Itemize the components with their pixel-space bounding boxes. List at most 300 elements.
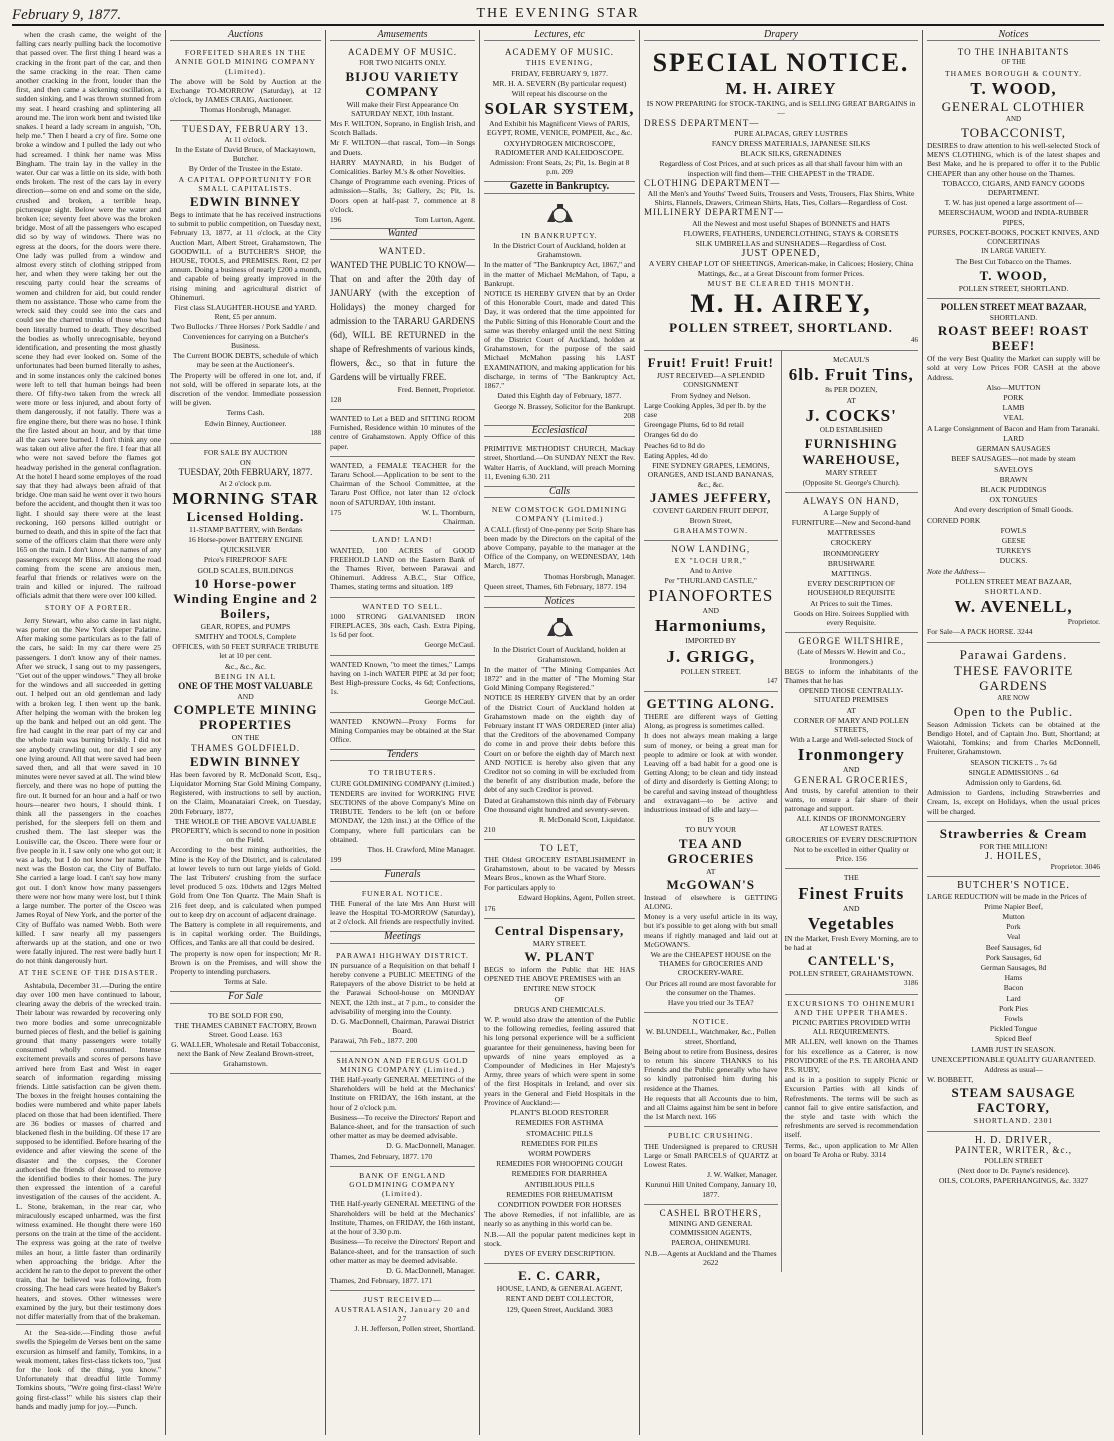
ad-text: W. BOBBETT, [927,1075,974,1085]
ad-name: T. WOOD, [979,267,1048,283]
ad-heading: NEW COMSTOCK GOLDMINING COMPANY (Limited.) [491,505,628,524]
advertisement [484,840,635,918]
ad-text: Business—To receive the Directors' Report and Balance-sheet, and for the transaction of such other matter as may be deemed advisable. [330,1237,475,1265]
ad-item: BEEF SAUSAGES—not made by steam [951,454,1076,464]
masthead [12,4,1104,26]
ad-heading: TOBACCONIST, [960,125,1067,141]
ad-headline: Ironmongery [797,745,905,765]
ad-text: AND [843,903,860,913]
ad-heading: JUST RECEIVED—AUSTRALASIAN, January 20 and 27 [334,1295,471,1323]
ad-text: A Large Supply of [823,507,880,517]
ad-department: MILLINERY DEPARTMENT— [644,207,785,218]
ad-text: 1000 STRONG GALVANISED IRON FIREPLACES, 30s each, Cash. Extra Piping, 1s 6d per foot. [330,611,475,640]
ad-text: In the District Court of Auckland, holden at Grahamstown. [493,645,626,664]
ad-name: EDWIN BINNEY [189,194,302,210]
ad-heading: PAINTER, WRITER, &c., [955,1144,1072,1155]
ad-text: AT [706,866,716,876]
ad-text: HARRY MAYNARD, in his Budget of Comicalities. Barley M.'s & other Novelties. [330,157,475,177]
section-subhead: STORY OF A PORTER. [45,603,132,612]
ad-text: First class SLAUGHTER-HOUSE and YARD. Rent, £5 per annum. [174,303,317,322]
section-subhead: AT THE SCENE OF THE DISASTER. [18,968,159,977]
ad-name: BIJOU VARIETY COMPANY [345,68,460,99]
ad-text: PAEROA, OHINEMURI. [671,1238,751,1248]
section-heading: Wanted [330,229,475,240]
ad-number: 210 [484,825,496,835]
article-paragraph: when the crash came, the weight of the falling cars nearly pulling back the locomotive that passed over. The first thing I heard was a cracking in the front part of the car, and then the same cracking in the rear. Then came another cracking in the front, louder than the first, and then came a sickening oscillation, a sudden sinking, and I was thrown stunned from my seat. I heard crashing and splintering all around me. The iron work bent and twisted like snakes. I heard a lady scream in anguish, "Oh, help me." Then I heard a cry of fire. Some one broke a window and I pulled the lady out who had screamed. I think her name was Miss Bingham. The train lay in the valley in the water. Our car was a little on its side, with both ends broken. The rest of the cars lay in every direction—some on end and some on the side, crushed and broken, a terrible heap, picturesque sight. Below were the water and broken ice; seventy feet above was the broken bridge. Most of all the passengers who escaped did so by way of windows. There was no egress at the doors, for the doors were there. One lady was pulled from a window and almost every stitch of clothing stripped from her, and when they were taking her out the rescuing party could hear the screams of women and children for aid, but could render them no assistance. Those who came from the wreck said they could see into the cars and could see the charred trunks of those who had been literally burned to death. They described the bodies as wholly unrecognisable, beyond identification, and presenting the most ghastly scene they had ever looked on. Some of the unfortunates had been burned literally to ashes, and in some instances only the calcined bones were left to tell that human beings had been there. Of fifty-two taken from the wreck all were more or less injured, and about forty of them dangerously, if not fatally. There was a fire engine there, but there was no hose. I think the fire lasted about an hour, and by that time all the cars were burned. I don't think any one was taken out alive after the fire. I fear that all who were not saved before the flames got headway perished in the general conflagration. At the hotel I heard some employes of the road say that they had always been afraid of that bridge. One man said he went over it two hours before the accident, and thought then it was too light. I should say there were at the least reckoning, 160 persons killed outright or burned to death, and this in spite of the fact that some of the officers claim that there were only 165 on the train. I don't know the names of any passengers except Mr Bliss. All along the road coming from the scene are anxious men, fearful that friends or relatives were on the train and killed or injured. The railroad officials admit that there were over 100 killed. [16,30,161,601]
ad-heading: FOR SALE BY AUCTION [203,447,288,457]
ad-item: CORNED PORK [927,515,981,525]
ad-heading: LAND! LAND! [372,535,433,545]
advertisement [330,1052,475,1167]
ad-heading: UNEXCEPTIONABLE QUALITY GUARANTEED. [931,1054,1096,1064]
ad-heading: WAREHOUSE, [802,452,901,468]
ad-text: IN the Market, Fresh Every Morning, are to be had at [784,933,918,952]
advertisement [927,822,1100,878]
ad-text: SHORTLAND. [989,313,1038,323]
advertisement [170,444,321,993]
advertisement [644,1127,778,1204]
ad-text: Dated this Eighth day of February, 1877. [497,391,622,401]
ad-text: W. BLUNDELL, Watchmaker, &c., Pollen street, Shortland, [645,1027,776,1046]
ad-address: POLLEN STREET, SHORTLAND. [669,320,893,336]
advertisement [644,541,778,692]
ad-item: Oranges 6d do do [644,430,698,440]
ad-text: Begs to intimate that he has received instructions to submit to public competition, on Tuesday next, February 13, 1877, at 11 o'clock, at the City Auction Mart, Albert Street, Grahamstown, The GOODWILL of a BUTCHER'S SHOP, the HOUSE, TOOLS, and PREMISES. Rent, £2 per annum. Doing a business of nearly £200 a month, and capable of being greatly improved in the rising mining and agricultural district of Ohinemuri. [170,210,322,302]
ad-heading: NOTICE. [692,1017,730,1027]
ad-text: THE THAMES CABINET FACTORY, Brown Street. Good Lease. 163 [174,1020,317,1040]
ad-text: DYES OF EVERY DESCRIPTION. [503,1248,616,1258]
ad-text: POLLEN STREET [984,1156,1043,1166]
ad-heading: 10 Horse-power Winding Engine and 2 Boilers, [173,575,318,621]
ad-heading: NOW LANDING, [671,544,751,555]
ad-signature: George McCaul. [424,640,475,650]
ad-text: And every description of Small Goods. [954,505,1073,515]
ad-signature: J. W. Walker, Manager. [707,1170,778,1180]
ad-item: PORK [1003,393,1024,403]
ad-heading: TUESDAY, 20th FEBRUARY, 1877. [178,467,313,478]
ad-item: DUCKS. [999,556,1028,566]
ad-signature: Thomas Horsbrugh, Manager. [543,571,635,581]
ad-text: HOUSE, LAND, & GENERAL AGENT, [496,1284,623,1294]
ad-text: WANTED KNOWN—Proxy Forms for Mining Companies may be obtained at the Star Office. [330,716,475,744]
ad-item: Lard [1006,993,1021,1003]
ad-item: Beef Sausages, 6d [985,942,1042,952]
ad-text: IN pursuance of a Requisition on that behalf I hereby convene a PUBLIC MEETING of the Ratepayers of the above District to be held at the Parawai School-house on MONDAY NEXT, the 12th inst., at 7 p.m., to consider the advisability of merging into the County. [330,960,475,1016]
ad-text: Terms Cash. [226,408,265,418]
ad-text: POLLEN STREET, SHORTLAND. [958,283,1069,293]
ad-name: CASHEL BROTHERS, [659,1207,762,1218]
ad-headline: POLLEN STREET MEAT BAZAAR, [940,301,1087,312]
ad-text: Two Bullocks / Three Horses / Pork Saddle / and Conveniences for carrying on a Butcher's Business. [171,322,320,350]
ad-name: W. AVENELL, [954,597,1073,617]
section-heading: Calls [484,487,635,498]
ad-heading: TUESDAY, FEBRUARY 13. [182,123,309,134]
ad-item: PURE ALPACAS, GREY LUSTRES [734,128,848,138]
ad-text: At 2 o'clock p.m. [219,478,272,488]
ad-text: TO BUY YOUR [685,825,737,835]
ad-text: (Opposite St. George's Church). [802,478,900,488]
ad-heading: ACADEMY OF MUSIC. [505,47,614,58]
ad-item: ANTIBILIOUS PILLS [524,1179,595,1189]
advertisement [170,44,321,120]
ad-item: Fowls [1004,1014,1023,1024]
ad-item: Bacon [1003,983,1024,993]
ad-text: ENTIRE NEW STOCK [523,984,596,994]
ad-text: AT LOWEST RATES. [819,824,883,833]
ad-text: MR ALLEN, well known on the Thames for his excellence as a Caterer, is now PROVIDORE of the P.S. TE AROHA AND P.S. RUBY, [784,1037,918,1075]
ad-text: Has been favored by R. McDonald Scott, Esq., Liquidator Morning Star Gold Mining Company, Registered, with instructions to sell by auction, on the Claim, Moanataiari Creek, on Tuesday, 20th February, 1877, [170,769,321,816]
ad-text: We are the CHEAPEST HOUSE on the THAMES for GROCERIES AND CROCKERY-WARE. [650,950,771,978]
ad-text: RENT AND DEBT COLLECTOR, [505,1294,614,1304]
ad-item: SILK UMBRELLAS and SUNSHADES—Regardless of Cost. [695,239,887,249]
ad-text: THIS EVENING, [525,58,594,68]
ad-text: LARGE REDUCTION will be made in the Prices of [927,891,1087,901]
ad-item: MATTINGS. [831,568,872,578]
advertisement [330,457,475,531]
ad-name: JAMES JEFFERY, [650,489,772,505]
ad-text: ALL KINDS OF IRONMONGERY [796,814,907,824]
ad-item: BLACK SILKS, GRENADINES [740,149,842,159]
article-paragraph: At the Sea-side.—Finding those awful swells the Spiegelm de Verses bent on the same excursion as himself and family, Tomkins, in a weak moment, takes first-class tickets too, "just for the look of the thing, you know." Unfortunately that dreadful little Tommy Tomkins shouts, "We're going first-class! We're going first-class!" while his sisters clap their hands and madly jump for joy.—Punch. [16,1328,161,1411]
ad-item: German Sausages, 8d [980,963,1047,973]
section-heading: Auctions [170,30,321,41]
ad-text: WANTED, a FEMALE TEACHER for the Tararu School.—Application to be sent to the Chairman of the School Committee, at the Tararu Post Office, not later than 12 o'clock noon of SATURDAY, 10th instant. [330,460,475,507]
section-heading: For Sale [170,992,321,1003]
ad-headline: BUTCHER'S NOTICE. [957,880,1070,892]
ad-text: Goods on Hire. Soirees Supplied with every Requisite. [793,608,909,627]
advertisement [484,197,635,426]
ad-text: A CALL (first) of One-penny per Scrip Share has been made by the Directors on the capital of the above Company, payable to the manager at the Office of the Company, on WEDNESDAY, 14th March, 1877. [484,524,635,571]
ad-text: N.B.—All the popular patent medicines kept in stock. [484,1229,635,1248]
advertisement [330,713,475,751]
ad-text: THE [843,873,859,883]
ad-text: NOTICE IS HEREBY GIVEN that by an Order of this Honorable Court, made and dated This Day, it was ordered that the time appointed for the Public Sitting of this Honorable Court and the same was thereby enlarged until the next Sitting of the District Court of Auckland, holden at Grahamstown, for the purpose of the said Michael McMahon passing his LAST EXAMINATION, and making application for his discharge, in terms of "The Bankruptcy Act, 1867." [484,289,636,391]
advertisement [484,1264,635,1319]
ad-item: FURNITURE—New and Second-hand [791,517,911,527]
news-column [12,30,166,1435]
ad-text: T. W. has just opened a large assortment of— [944,198,1083,208]
ad-name: McGOWAN'S [666,876,755,892]
ad-item: SMITHY and TOOLS, Complete [194,631,297,641]
ad-signature: W. L. Thornburn, Chairman. [422,507,475,527]
ad-heading: TOBACCO, CIGARS, AND FANCY GOODS DEPARTMENT. [942,178,1085,198]
advertisement [644,1013,778,1127]
ad-name: J. COCKS' [805,405,897,425]
ad-item: GERMAN SAUSAGES [976,444,1051,454]
section-heading: Amusements [330,30,475,41]
ad-name: E. C. CARR, [518,1268,601,1284]
ad-text: GRAHAMSTOWN. [673,526,748,536]
ad-text: AND [702,606,719,616]
ad-item: GOLD SCALES, BUILDINGS [197,565,294,575]
ad-text: WANTED THE PUBLIC TO KNOW—That on and after the 20th day of JANUARY (with the exception of Holidays) the money charged for admission to the TARARU GARDENS (6d), WILL BE RETURNED in the shape of Refreshments of various kinds, flowers, &c., so that in future the Gardens will be virtually FREE. [330,259,475,382]
ad-signature: Edwin Binney, Auctioneer. [204,418,287,428]
ad-text: Proprietor. 3046 [1050,862,1100,872]
ad-text: Will make their First Appearance On SATURDAY NEXT, 10th Instant. [346,99,459,118]
ad-text: W. P. would also draw the attention of the Public to the following remedies, feeling assured that his long personal experience will be a sufficient guarantee for their genuineness, having been for upwards of nine years employed as a Compounder of Medicines in Her Majesty's Army, three years of which were spent in some of the first Hospitals in Ireland, and over six years in the General and Field Hospitals in the Province of Auckland:— [484,1015,635,1107]
ad-item: REMEDIES FOR DIARRHEA [511,1169,608,1179]
article-paragraph: Jerry Stewart, who also came in last night, was porter on the New York sleeper Palatine. After making some particulars as to the fall of the cars, he said: In my car there were 25 passengers. I don't know any of their names. After we struck, I sang out to my passengers, "Get out of the upper windows." They all broke for the windows and all succeeded in getting out. I helped out an old gentleman and lady with a broken leg. I then went up the bank. After helping the woman with the broken leg up the bank and helped out an old gent. The fire had caught in the rear part of my car and the whole train was burning briskly. I did not see anybody crawling out, nor did I see any one lying around. All that were saved had been saved then, and all that were saved in 10 minutes were never saved at all. The wind blew fiercely, and there was no hope of putting the fire out. It burned for an hour and a half or two hours—nearer two hours, I should think. I think all the passengers in the coaches perished, for the sleepers fell on them and crushed them. The last sleeper was the Louisville car, the Osceo. There were four or five people in it. I saw only one who got out; it was a lady, but I do not know her name. The next was the Boston car, the City of Buffalo. She carried a large load. I can't say how many got out. I don't know how many passengers there were nor how many were lost, but I think a large number. The porter of the Osceo was James Royal of New York, and the porter of the City of Buffalo was named Webb. Both were killed. I saw nearly all my passengers afterwards up at the station, and one or two were fatally injured. The rest were badly hurt I do not think dangerously hurt. [16,615,161,966]
ad-text: PICNIC PARTIES PROVIDED WITH ALL REQUIREMENTS. [792,1018,911,1037]
amusements-column [326,30,480,1435]
advertisement [644,692,778,1013]
ad-item: Price's FIREPROOF SAFE [203,555,288,565]
ad-text: According to the best mining authorities, the Mine is the Key of the District, and is calculated at lower levels to turn out large yields of Gold. The last Tributers' crushing from the surface level produced 5 ozs. 10dwts and 12grs Melted Gold from One Ton Quartz. The Main Shaft is 216 feet deep, and is calculated when pumped out to keep dry on account of adjacent drainage. [170,845,321,919]
ad-heading: JUST OPENED, [741,248,821,260]
ad-item: Also—MUTTON [986,382,1041,392]
ad-text: A VERY CHEAP LOT OF SHEETINGS, American-make, in Calicoes; Hosiery, China Mattings, &c., at a Great Discount from former Prices. [648,259,914,278]
advertisement [330,885,475,933]
ad-text: (Next door to Dr. Payne's residence). [957,1166,1070,1176]
ad-item: FANCY DRESS MATERIALS, JAPANESE SILKS [711,139,871,149]
ad-text: OXYHYDROGEN MICROSCOPE, RADIOMETER AND KALEIDOSCOPE. [495,138,624,157]
ad-text: THE Undersigned is prepared to CRUSH Large or Small PARCELS of QUARTZ at Lowest Rates. [644,1141,778,1170]
advertisement [330,1291,475,1338]
ad-item: REMEDIES FOR RHEUMATISM [506,1189,613,1199]
ad-item: Mutton [1002,912,1025,921]
ad-text: With a Large and Well-selected Stock of [789,735,913,745]
ad-name: H. D. DRIVER, [974,1134,1053,1146]
ad-heading: A CAPITAL OPPORTUNITY FOR SMALL CAPITALISTS. [178,174,313,193]
advertisement [927,299,1100,643]
advertisement [330,531,475,597]
ad-text: EVERY DESCRIPTION OF HOUSEHOLD REQUISITE [807,579,896,598]
advertisement [785,493,919,633]
ad-text: Business—To receive the Directors' Report and Balance-sheet, and for the transaction of such other matter as may be deemed advisable. [330,1112,475,1141]
ad-heading: ALWAYS ON HAND, [802,496,900,507]
ad-signature: Thomas Horsbrugh, Manager. [199,105,292,115]
advertisement [484,919,635,1264]
ad-name: J. GRIGG, [666,646,756,666]
ad-item: REMEDIES FOR ASTHMA [515,1118,604,1128]
ad-text: Thames, 2nd February, 1877. 170 [330,1151,433,1161]
ad-signature: Thos. H. Crawford, Mine Manager. [367,844,475,854]
drapery-left [644,351,782,1272]
ad-item: SAVELOYS [994,464,1033,474]
ad-text: WANTED to Let a BED and SITTING ROOM Furnished, Residence within 10 minutes of the centre of Grahamstown. Apply Office of this paper. [330,414,475,451]
ad-name: EDWIN BINNEY [189,753,302,769]
advertisement [330,656,475,713]
ad-item: IRONMONGERY [822,548,880,558]
ad-text: The Battery is complete in all requirements, and is in capital working order. The Buildings, Offices, and Tanks are all that could be desired. [170,920,321,948]
ad-headline: Strawberries & Cream [939,825,1088,841]
ad-number: 147 [767,676,778,685]
ad-headline: GETTING ALONG. [646,695,775,711]
ad-text: MARY STREET [825,468,878,478]
ad-item: Large Cooking Apples, 3d per lb. by the case [644,400,766,420]
ad-text: Terms, &c., upon application to Mr Allen on board Te Aroha or Ruby. 3314 [784,1140,918,1159]
ad-text: FRIDAY, FEBRUARY 9, 1877. [511,68,608,78]
ad-text: Change of Programme each evening. Prices of admission—Stalls, 3s; Gallery, 2s; Pit, 1s. Doors open at half-past 7, commence at 8 o'clock. [330,177,475,214]
advertisement [330,410,475,457]
ad-heading: TO BE SOLD FOR £90, [207,1010,284,1020]
ad-text: FOR TWO NIGHTS ONLY. [359,58,446,68]
ad-heading: TO THE INHABITANTS [957,47,1070,58]
ad-text: It does not always mean making a large sum of money, or being a great man for people to admire or look at with wonder. Leaving off a bad habit for a good one is Getting Along; to be clean and tidy instead of dirty and disorderly is Getting Along; to be careful and saving instead of thoughtless and extravagant—to be active and industrious instead of idle and lazy— [644,731,778,814]
ad-text: IN LARGE VARIETY. [981,247,1046,256]
advertisement [785,351,919,493]
paper-title: THE EVENING STAR [476,6,640,21]
section-heading: Tenders [330,750,475,761]
ad-item: BRUSHWARE [827,558,875,568]
advertisement [484,440,635,487]
ad-text: DRUGS AND CHEMICALS. [513,1004,606,1014]
ad-item: GEESE [1001,535,1026,545]
ad-text: AT [846,705,856,715]
ad-text: FOR THE MILLION! [979,841,1048,851]
ad-item: All the Newest and most useful Shapes of BONNETS and HATS [692,218,890,228]
ad-heading: TEA AND GROCERIES [667,835,755,866]
ad-text: WANTED Known, "to meet the times," Lamps having on 1-inch WATER PIPE at 3d per foot; Best High-pressure Cocks, 4s 6d; Confections, 1s. [330,659,475,697]
ad-item: CONDITION POWDER FOR HORSES [497,1199,622,1209]
ad-text: Terms at Sale. [223,977,268,987]
ad-item: Hams [1004,973,1023,983]
ad-heading: ACADEMY OF MUSIC. [348,47,457,58]
advertisement [170,1007,321,1074]
ad-text: BEING IN ALL [214,671,277,681]
ad-text: AND [843,765,860,775]
ad-text: OF THE [1001,58,1026,67]
ad-heading: Open to the Public. [953,703,1074,719]
ad-text: Regardless of Cost Prices, and at such prices as all that shall favour him with an inspection will find them—THE CHEAPEST in the TRADE. [659,159,903,178]
ad-item: MEERSCHAUM, WOOD and INDIA-RUBBER PIPES, [938,208,1089,227]
ad-text: Not to be excelled in either Quality or Price. 156 [793,844,909,864]
ad-item: STOMACHIC PILLS [526,1128,593,1138]
ad-text: COVENT GARDEN FRUIT DEPOT, [652,505,769,515]
ad-item: PLANT'S BLOOD RESTORER [510,1108,609,1118]
ad-text: POLLEN STREET, GRAHAMSTOWN. [788,969,914,979]
ad-item: WORM POWDERS [528,1148,591,1158]
ad-department: DRESS DEPARTMENT— [644,117,760,128]
ad-text: Of the very Best Quality the Market can supply will be sold at very Low Prices FOR CASH at the above Address. [927,354,1100,382]
ad-signature: D. G. MacDonnell, Manager. [386,1265,475,1275]
ad-heading: Licensed Holding. [186,508,305,524]
ad-text: THE WHOLE OF THE ABOVE VALUABLE PROPERTY, which is second to none in position on the Field. [171,816,320,845]
ad-text: For particulars apply to [484,883,556,893]
advertisement [785,633,919,869]
section-heading: Notices [927,30,1100,41]
ad-heading: THAMES GOLDFIELD. [191,742,300,753]
advertisement [330,243,475,410]
ad-item: Prime Napier Beef, [984,901,1043,911]
gazette-heading: Gazette in Bankruptcy. [484,182,635,193]
ad-item: BLACK PUDDINGS [980,484,1047,494]
ad-text: Brown Street, [689,515,732,525]
lectures-column [480,30,640,1435]
ad-text: AND [237,692,254,702]
ad-text: In the District Court of Auckland, holden at Grahamstown. [493,241,626,260]
ad-number: 3186 [904,979,918,988]
ad-text: By Order of the Trustee in the Estate. [188,164,303,174]
ad-name: MORNING STAR [172,488,319,508]
ad-text: A Large Consignment of Bacon and Ham from Taranaki. [927,423,1100,433]
ad-text: OLD ESTABLISHED [819,425,883,434]
ad-text: Mrs F. WILTON, Soprano, in English Irish, and Scotch Ballads. [330,119,476,138]
section-heading: Ecclesiastical [484,426,635,437]
ad-heading: PARAWAI HIGHWAY DISTRICT. [336,950,469,960]
ad-number: 128 [330,394,342,404]
ad-item: OX TONGUES [989,495,1038,505]
ad-text: Dated at Grahamstown this ninth day of February One thousand eight hundred and seventy-seven. [484,795,635,814]
ad-text: OILS, COLORS, PAPERHANGINGS, &c. 3327 [938,1176,1089,1186]
ad-text: MARY STREET. [532,938,587,948]
ad-number: 176 [484,903,496,913]
ad-text: In the matter of "The Mining Companies Act 1872" and in the matter of "The Morning Star Gold Mining Company Registered." [484,664,635,693]
ad-text: THE Oldest GROCERY ESTABLISHMENT in Grahamstown, about to be vacated by Messrs Mears Bros., known as the Wharf Store. [484,854,635,883]
ad-text: MR. H. A. SEVERN (By particular request) [492,78,627,88]
advertisement [330,947,475,1052]
ad-heading: TO TRIBUTERS. [368,768,437,778]
advertisement [927,1132,1100,1191]
ad-text: In the Estate of David Bruce, of Mackaytown, Butcher. [175,145,316,164]
ad-name: GEORGE WILTSHIRE, [798,636,904,647]
drapery-column [640,30,923,1435]
ad-text: For Sale—A PACK HORSE. 3244 [927,627,1033,637]
ad-text: Admission to Gardens, including Strawberries and Cream, 1s, except on Holidays, when the usual prices will be charged. [927,788,1100,816]
ad-text: From Sydney and Nelson. [671,390,751,400]
ad-item: Greengage Plums, 6d to 8d retail [644,420,744,430]
ad-text: Season Admission Tickets can be obtained at the Bendigo Hotel, and of Captain Jno. Butt, Shortland; at Waiotahi, Tomkins; and from Charles McDonnell, Fruiterer, Grahamstown. [927,719,1100,757]
ad-text: IS [707,815,715,825]
advertisement [785,869,919,994]
ad-signature: Edward Hopkins, Agent, Pollen street. [518,893,635,903]
ad-text: The above Remedies, if not infallible, are as nearly so as anything in this world can be. [484,1210,635,1229]
ad-item: &c., &c., &c. [224,661,267,671]
ad-text: POLLEN STREET. [680,666,741,676]
ad-text: and is in a position to supply Picnic or Excursion Parties with all kinds of Refreshments. The terms will be such as cannot fail to give entire satisfaction, and the style and taste with which the refreshments are served is recommendation itself. [784,1075,918,1140]
ad-heading: SHANNON AND FERGUS GOLD MINING COMPANY (Limited.) [336,1055,469,1074]
ad-signature: Fred. Bennett, Proprietor. [397,384,475,394]
ad-text: JUST RECEIVED—A SPLENDID CONSIGNMENT [656,371,765,390]
ad-text: WANTED, 100 ACRES of GOOD FREEHOLD LAND on the Eastern Bank of the Thames River, between Parawai and Ohinemuri. Address A.B.C., Star Office, Thames, stating terms and situation. 189 [330,545,475,592]
ad-text: MUST BE CLEARED THIS MONTH. [707,278,855,288]
ad-heading: IN BANKRUPTCY. [521,230,598,240]
ad-signature: J. H. Jefferson, Pollen street, Shortland. [354,1323,475,1333]
ad-text: THE Half-yearly GENERAL MEETING of the Shareholders will be held at the Mechanics' Institute on FRIDAY, the 16th instant, at the hour of 2 o'clock p.m. [330,1075,475,1112]
ad-text: BEGS to inform the Public that HE HAS OPENED THE ABOVE PREMISES with an [484,965,635,984]
ad-item: QUICKSILVER [220,545,271,555]
ad-item: REMEDIES FOR PILES [521,1138,598,1148]
ad-heading: ROAST BEEF! ROAST BEEF! [937,323,1090,354]
ad-text: AND [1005,114,1022,123]
advertisement [330,598,475,656]
ad-signature: George N. Brassey, Solicitor for the Bankrupt. 208 [494,401,635,420]
advertisement [484,44,635,182]
issue-date: February 9, 1877. [12,7,122,23]
ad-text: Money is a very useful article in its way, but it's possible to get along with but small means if rightly managed and laid out at McGOWAN'S. [644,912,778,949]
ad-text: PRIMITIVE METHODIST CHURCH, Mackay street, Shortland.—On SUNDAY NEXT the Rev. Walter Harris, of Auckland, will preach Morning 11, Evening 6.30. 211 [484,444,635,481]
drapery-subcolumns [644,351,918,1272]
advertisement [330,44,475,229]
ad-text: The Best Cut Tobacco on the Thames. [955,257,1072,267]
ad-heading: WANTED. [378,246,427,257]
ad-heading: WANTED TO SELL. [362,601,443,611]
ad-item: LARD [1003,433,1024,443]
ad-heading: GENERAL GROCERIES, [794,774,909,785]
ad-name: SOLAR SYSTEM, [484,99,635,119]
ad-headline: PIANOFORTES [648,586,774,606]
ad-signature: R. McDonald Scott, Liquidator. [538,815,635,825]
ad-headline: Fruit! Fruit! Fruit! [647,355,774,371]
ad-heading: FORFEITED SHARES IN THE ANNIE GOLD MINING COMPANY (Limited). [175,48,316,76]
ad-item: Pork [1006,922,1021,932]
ad-text: And to Arrive [689,565,732,575]
ad-heading: GENERAL CLOTHIER [941,98,1086,114]
ad-text: And trusts, by careful attention to their wants, to ensure a fair share of their patronage and support. [784,785,918,814]
ad-text: Thames, 2nd February, 1877. 171 [330,1276,433,1286]
ad-number: 175 [330,507,342,517]
ad-text: Queen street, Thames, 6th February, 1877. 194 [484,581,627,591]
